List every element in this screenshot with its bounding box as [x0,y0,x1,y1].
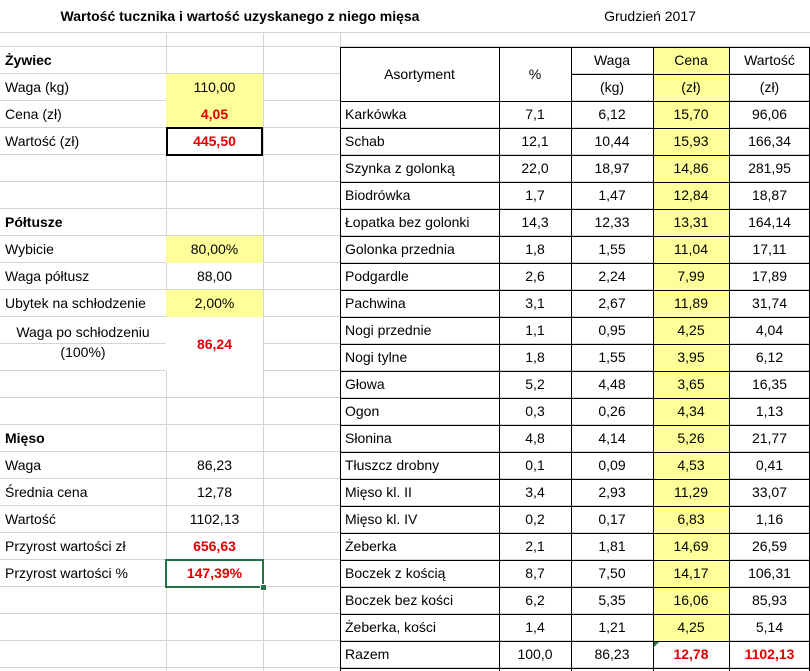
table-row-cena[interactable]: 14,17 [653,560,729,587]
table-row-cena[interactable]: 3,65 [653,371,729,398]
poltusze-value[interactable]: 88,00 [196,268,233,284]
mieso-label[interactable]: Przyrost wartości % [5,565,128,581]
table-row-percent[interactable]: 1,8 [525,241,545,257]
table-row-cena[interactable]: 5,26 [653,425,729,452]
table-border [340,479,810,480]
table-row-percent[interactable]: 3,1 [525,295,545,311]
table-row-cena[interactable]: 4,34 [653,398,729,425]
poltusze-value[interactable]: 2,00% [166,290,263,317]
table-border [340,614,810,615]
table-row-percent[interactable]: 4,8 [525,430,545,446]
table-row-wartosc[interactable]: 0,41 [755,457,784,473]
zywiec-label[interactable]: Cena (zł) [5,106,62,122]
poltusze-label[interactable]: Waga półtusz [5,268,90,284]
table-border [571,74,810,75]
table-row-wartosc[interactable]: 31,74 [751,295,788,311]
table-row-cena[interactable]: 7,99 [653,263,729,290]
table-row-name[interactable]: Boczek z kością [345,565,446,581]
zywiec-value[interactable]: 4,05 [166,101,263,128]
table-row-wartosc[interactable]: 166,34 [748,133,791,149]
header-waga: Waga [593,52,631,68]
table-row-waga[interactable]: 7,50 [598,565,626,581]
header-waga-unit: (kg) [599,79,625,95]
table-row-waga[interactable]: 1,55 [598,241,626,257]
table-border [340,182,810,183]
mieso-label[interactable]: Waga [5,457,42,473]
table-row-percent[interactable]: 2,1 [525,538,545,554]
poltusze-label[interactable]: Ubytek na schłodzenie [5,295,146,311]
table-row-percent[interactable]: 5,2 [525,376,545,392]
table-row-waga[interactable]: 1,55 [598,349,626,365]
mieso-value[interactable]: 656,63 [193,538,236,554]
mieso-value[interactable]: 12,78 [196,484,233,500]
table-border [340,344,810,345]
table-row-wartosc[interactable]: 26,59 [751,538,788,554]
table-row-name[interactable]: Żeberka, kości [345,619,437,635]
table-row-cena[interactable]: 15,70 [653,101,729,128]
table-row-name[interactable]: Pachwina [345,295,406,311]
mieso-label[interactable]: Przyrost wartości zł [5,538,126,554]
table-row-percent[interactable]: 1,1 [525,322,545,338]
table-border [340,425,810,426]
table-row-cena[interactable]: 13,31 [653,209,729,236]
table-row-name[interactable]: Mięso kl. II [345,484,412,500]
table-border [340,506,810,507]
table-row-wartosc[interactable]: 1,16 [755,511,784,527]
table-total-percent[interactable]: 100,0 [517,646,553,662]
table-border [340,47,810,48]
table-row-percent[interactable]: 3,4 [525,484,545,500]
table-border [340,317,810,318]
table-row-waga[interactable]: 0,26 [598,403,626,419]
table-row-cena[interactable]: 12,84 [653,182,729,209]
table-row-wartosc[interactable]: 106,31 [748,565,791,581]
table-row-percent[interactable]: 2,6 [525,268,545,284]
table-row-percent[interactable]: 1,4 [525,619,545,635]
table-border [340,398,810,399]
table-border [653,47,654,671]
table-row-wartosc[interactable]: 164,14 [748,214,791,230]
table-row-wartosc[interactable]: 85,93 [751,592,788,608]
header-asortyment: Asortyment [340,47,499,101]
table-row-waga[interactable]: 0,95 [598,322,626,338]
selected-cell-border [165,559,264,588]
table-row-cena[interactable]: 11,04 [653,236,729,263]
header-wartosc: Wartość [744,52,795,68]
table-row-wartosc[interactable]: 6,12 [755,349,784,365]
table-row-waga[interactable]: 4,14 [598,430,626,446]
table-row-percent[interactable]: 0,2 [525,511,545,527]
table-row-wartosc[interactable]: 281,95 [748,160,791,176]
table-row-name[interactable]: Nogi przednie [345,322,432,338]
table-border [340,641,810,642]
mieso-value[interactable]: 86,23 [196,457,233,473]
table-row-waga[interactable]: 4,48 [598,376,626,392]
table-row-wartosc[interactable]: 4,04 [755,322,784,338]
table-row-cena[interactable]: 4,25 [653,317,729,344]
zywiec-label[interactable]: Waga (kg) [5,79,70,95]
table-row-name[interactable]: Szynka z golonką [345,160,455,176]
table-border [340,560,810,561]
table-total-cena[interactable]: 12,78 [673,646,709,662]
table-row-wartosc[interactable]: 33,07 [751,484,788,500]
table-row-cena[interactable]: 16,06 [653,587,729,614]
table-row-name[interactable]: Głowa [345,376,385,392]
table-row-percent[interactable]: 1,7 [525,187,545,203]
table-row-cena[interactable]: 4,53 [653,452,729,479]
table-row-wartosc[interactable]: 17,89 [751,268,788,284]
header-cena-unit: (zł) [653,74,729,101]
report-date: Grudzień 2017 [604,8,696,24]
table-border [571,47,572,671]
table-row-name[interactable]: Karkówka [345,106,407,122]
table-row-name[interactable]: Tłuszcz drobny [345,457,440,473]
header-cena: Cena [653,47,729,74]
wartosc-total-border [166,127,263,156]
poltusze-label[interactable]: Wybicie [5,241,54,257]
table-border [340,101,810,102]
table-total-wartosc[interactable]: 1102,13 [744,646,795,662]
section-header-poltusze: Półtusze [5,214,63,230]
table-row-name[interactable]: Mięso kl. IV [345,511,418,527]
after-cooling-label-line2: (100%) [60,344,106,360]
table-row-percent[interactable]: 22,0 [521,160,549,176]
table-row-percent[interactable]: 0,3 [525,403,545,419]
table-border [340,47,341,671]
table-row-percent[interactable]: 0,1 [525,457,545,473]
table-row-waga[interactable]: 10,44 [594,133,630,149]
table-row-wartosc[interactable]: 5,14 [755,619,784,635]
zywiec-value[interactable]: 445,50 [193,133,236,149]
section-header-zywiec: Żywiec [5,52,52,68]
table-row-cena[interactable]: 4,25 [653,614,729,641]
table-row-waga[interactable]: 2,67 [598,295,626,311]
mieso-label[interactable]: Średnia cena [5,484,88,500]
table-row-name[interactable]: Słonina [345,430,392,446]
table-row-percent[interactable]: 1,8 [525,349,545,365]
table-row-cena[interactable]: 11,89 [653,290,729,317]
poltusze-value[interactable]: 80,00% [166,236,263,263]
table-border [729,47,730,671]
section-header-mieso: Mięso [5,430,45,446]
table-border [340,209,810,210]
after-cooling-label-line1: Waga po schłodzeniu [16,324,150,340]
table-row-cena[interactable]: 15,93 [653,128,729,155]
fill-handle[interactable] [260,584,267,591]
table-total-waga[interactable]: 86,23 [594,646,630,662]
table-row-name[interactable]: Nogi tylne [345,349,408,365]
zywiec-value[interactable]: 110,00 [166,74,263,101]
table-row-waga[interactable]: 0,09 [598,457,626,473]
zywiec-label[interactable]: Wartość (zł) [5,133,80,149]
table-row-wartosc[interactable]: 1,13 [755,403,784,419]
table-row-wartosc[interactable]: 96,06 [751,106,788,122]
header-wartosc-unit: (zł) [759,79,780,95]
table-row-cena[interactable]: 6,83 [653,506,729,533]
table-border [340,290,810,291]
table-border [340,587,810,588]
table-row-name[interactable]: Schab [345,133,385,149]
table-border [340,155,810,156]
table-row-percent[interactable]: 7,1 [525,106,545,122]
table-border [340,263,810,264]
after-cooling-value[interactable]: 86,24 [166,317,263,371]
after-cooling-label[interactable] [0,317,166,371]
mieso-label[interactable]: Wartość [5,511,56,527]
table-row-cena[interactable]: 11,29 [653,479,729,506]
table-row-waga[interactable]: 0,17 [598,511,626,527]
table-row-waga[interactable]: 18,97 [594,160,630,176]
table-row-percent[interactable]: 6,2 [525,592,545,608]
table-row-waga[interactable]: 1,81 [598,538,626,554]
table-row-name[interactable]: Podgardle [345,268,409,284]
header-percent: % [499,47,571,101]
table-row-cena[interactable]: 14,69 [653,533,729,560]
table-row-name[interactable]: Łopatka bez golonki [345,214,470,230]
table-row-wartosc[interactable]: 17,11 [752,241,787,257]
table-row-percent[interactable]: 12,1 [521,133,549,149]
table-total-name[interactable]: Razem [345,646,390,662]
table-row-waga[interactable]: 6,12 [598,106,626,122]
table-border [340,452,810,453]
table-row-name[interactable]: Golonka przednia [345,241,455,257]
table-border [340,128,810,129]
table-row-wartosc[interactable]: 16,35 [751,376,788,392]
table-row-wartosc[interactable]: 21,77 [751,430,788,446]
table-row-waga[interactable]: 1,21 [598,619,626,635]
table-row-wartosc[interactable]: 18,87 [751,187,788,203]
table-row-waga[interactable]: 2,24 [598,268,626,284]
table-row-waga[interactable]: 5,35 [598,592,626,608]
table-row-percent[interactable]: 14,3 [521,214,549,230]
table-row-name[interactable]: Boczek bez kości [345,592,454,608]
table-row-waga[interactable]: 2,93 [598,484,626,500]
table-border [340,668,810,669]
table-border [340,533,810,534]
table-row-name[interactable]: Żeberka [345,538,397,554]
table-border [340,236,810,237]
table-border [499,47,500,671]
mieso-value[interactable]: 147,39% [186,565,243,581]
table-row-name[interactable]: Ogon [345,403,380,419]
mieso-value[interactable]: 1102,13 [189,511,240,527]
table-row-percent[interactable]: 8,7 [525,565,545,581]
table-row-name[interactable]: Biodrówka [345,187,411,203]
table-border [340,371,810,372]
table-row-cena[interactable]: 3,95 [653,344,729,371]
table-row-waga[interactable]: 12,33 [594,214,630,230]
table-row-cena[interactable]: 14,86 [653,155,729,182]
table-row-waga[interactable]: 1,47 [598,187,626,203]
sheet-title: Wartość tucznika i wartość uzyskanego z niego mięsa [60,8,420,24]
